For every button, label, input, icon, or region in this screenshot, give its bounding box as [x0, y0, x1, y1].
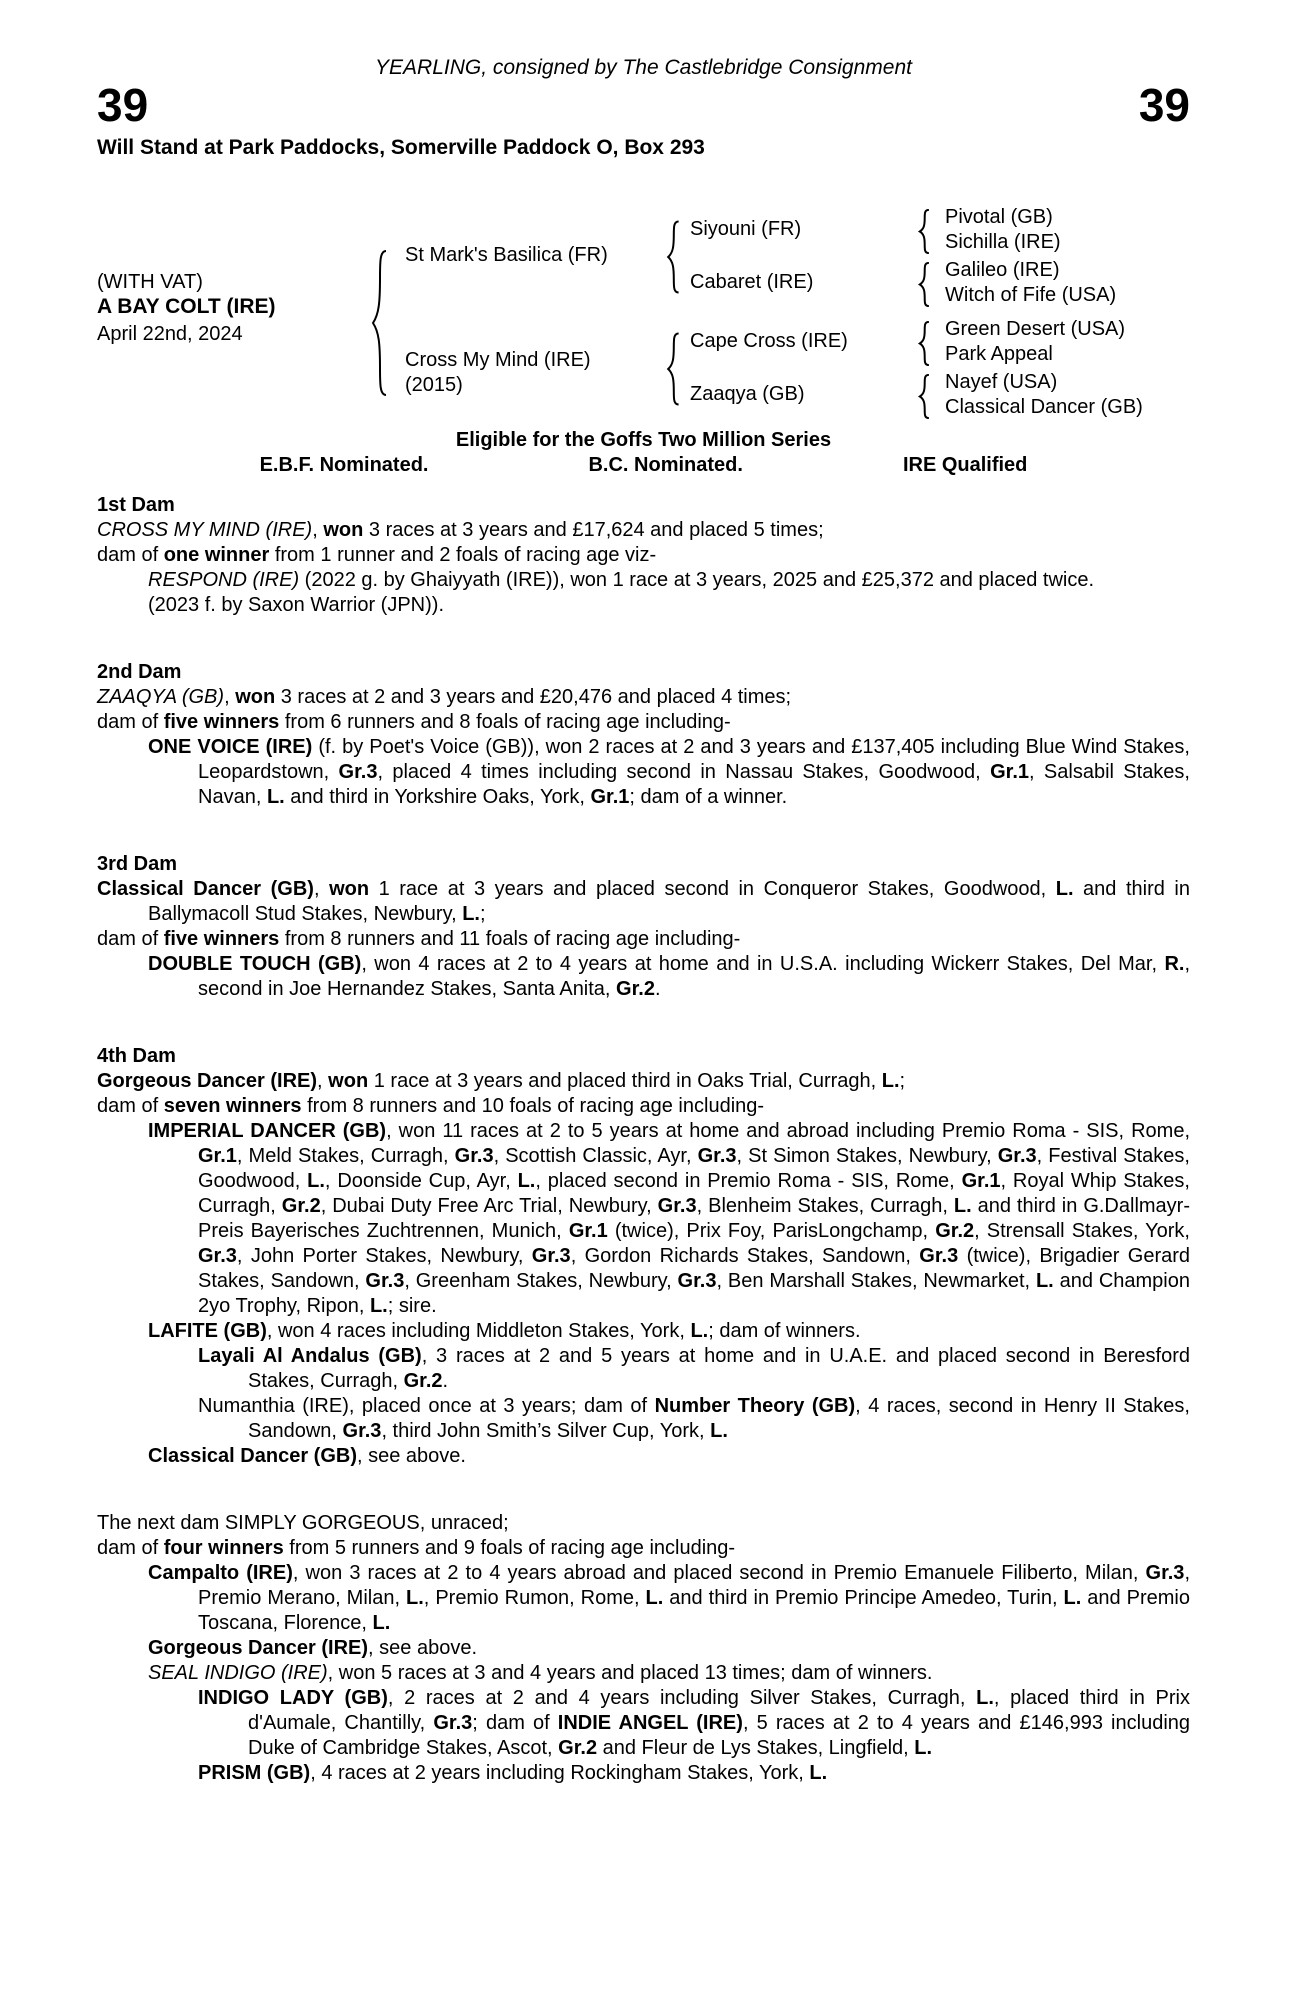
dam-section-heading: 4th Dam [97, 1045, 176, 1067]
dam-section [97, 852, 1190, 1002]
text-segment: Gr.3 [919, 1245, 959, 1267]
text-segment: , St Simon Stakes, Newbury, [736, 1145, 998, 1167]
text-segment: Gr.3 [1145, 1562, 1185, 1584]
text-segment: Gr.2 [935, 1220, 975, 1242]
catalogue-paragraph [97, 1394, 1190, 1444]
catalogue-paragraph [97, 593, 1190, 618]
pedigree-brace-sire [665, 220, 681, 294]
text-segment: , 4 races at 2 years including Rockingham Stakes, York, [310, 1762, 810, 1784]
pedigree-gg-pivotal: Pivotal (GB) [945, 206, 1053, 228]
pedigree-brace-gg2 [917, 262, 931, 307]
catalogue-paragraph [97, 710, 1190, 735]
text-segment: Gr.1 [961, 1170, 1001, 1192]
text-segment: Gr.2 [281, 1195, 321, 1217]
pedigree-gg-sichilla: Sichilla (IRE) [945, 231, 1061, 253]
text-segment: , Salsabil Stakes, Navan, [198, 761, 1190, 808]
text-segment: L. [1063, 1587, 1082, 1609]
eligibility-item: E.B.F. Nominated. [259, 454, 429, 476]
text-segment: Gr.1 [590, 786, 630, 808]
text-segment: 3 races at 2 and 3 years and £20,476 and placed 4 times; [275, 686, 792, 708]
pedigree-table [97, 170, 1190, 422]
text-segment: 1 race at 3 years and placed second in Conqueror Stakes, Goodwood, [369, 878, 1056, 900]
catalogue-paragraph [97, 1444, 1190, 1469]
text-segment: L. [881, 1070, 900, 1092]
text-segment: L. [690, 1320, 709, 1342]
dam-section-heading: 1st Dam [97, 494, 175, 516]
text-segment: (twice), Prix Foy, ParisLongchamp, [607, 1220, 936, 1242]
horse-name: A BAY COLT (IRE) [97, 295, 276, 318]
pedigree-brace-dam [665, 332, 681, 406]
text-segment: Gr.1 [990, 761, 1030, 783]
text-segment: won [328, 1070, 369, 1092]
consignment-line: YEARLING, consigned by The Castlebridge Consignment [375, 56, 912, 79]
text-segment: , 4 races, second in Henry II Stakes, Sandown, [248, 1395, 1190, 1442]
text-segment: four winners [163, 1537, 284, 1559]
text-segment: Gorgeous Dancer (IRE) [97, 1070, 318, 1092]
text-segment: INDIGO LADY (GB) [198, 1687, 388, 1709]
text-segment: from 8 runners and 10 foals of racing age including- [301, 1095, 765, 1117]
text-segment: INDIE ANGEL (IRE) [557, 1712, 743, 1734]
text-segment: , Premio Merano, Milan, [198, 1562, 1190, 1609]
stand-location-line: Will Stand at Park Paddocks, Somerville Paddock O, Box 293 [97, 136, 705, 159]
text-segment: IMPERIAL DANCER (GB) [148, 1120, 387, 1142]
text-segment: , won 5 races at 3 and 4 years and placed 13 times; dam of winners. [327, 1662, 933, 1684]
text-segment: Gr.1 [198, 1145, 237, 1167]
catalogue-paragraph [97, 1094, 1190, 1119]
text-segment: Gr.3 [365, 1270, 405, 1292]
foaling-date: April 22nd, 2024 [97, 323, 243, 345]
text-segment: , Dubai Duty Free Arc Trial, Newbury, [320, 1195, 658, 1217]
catalogue-paragraph [97, 1344, 1190, 1394]
text-segment: dam of [97, 1537, 164, 1559]
text-segment: won [329, 878, 370, 900]
catalogue-paragraph [97, 1686, 1190, 1761]
text-segment: , won 11 races at 2 to 5 years at home and abroad including Premio Roma - SIS, Rome, [386, 1120, 1190, 1142]
text-segment: , [313, 878, 330, 900]
dam-sections [97, 493, 1190, 1786]
text-segment: Gr.3 [342, 1420, 382, 1442]
catalogue-paragraph [97, 735, 1190, 810]
text-segment: , Scottish Classic, Ayr, [493, 1145, 698, 1167]
text-segment: ; dam of [472, 1712, 558, 1734]
text-segment: Gr.3 [433, 1712, 473, 1734]
pedigree-gg-green-desert: Green Desert (USA) [945, 318, 1126, 340]
pedigree-brace-gg3 [917, 321, 931, 366]
pedigree-brace-gg4 [917, 374, 931, 419]
pedigree-dam: Cross My Mind (IRE) [405, 349, 591, 371]
pedigree-dam-sire: Cape Cross (IRE) [690, 330, 848, 352]
text-segment: ; dam of winners. [708, 1320, 861, 1342]
catalogue-paragraph [97, 1561, 1190, 1636]
catalogue-paragraph [97, 877, 1190, 927]
text-segment: won [323, 519, 364, 541]
text-segment: and Fleur de Lys Stakes, Lingfield, [597, 1737, 915, 1759]
text-segment: (twice), Brigadier Gerard Stakes, Sandown, [198, 1245, 1191, 1292]
text-segment: ONE VOICE (IRE) [148, 736, 313, 758]
catalogue-paragraph [97, 927, 1190, 952]
text-segment: L. [369, 1295, 388, 1317]
pedigree-gg-nayef: Nayef (USA) [945, 371, 1058, 393]
text-segment: and Premio Toscana, Florence, [198, 1587, 1190, 1634]
text-segment: from 5 runners and 9 foals of racing age including- [283, 1537, 736, 1559]
text-segment: dam of [97, 711, 164, 733]
text-segment: , 2 races at 2 and 4 years including Silver Stakes, Curragh, [387, 1687, 977, 1709]
text-segment: , [317, 1070, 329, 1092]
text-segment: L. [1035, 1270, 1054, 1292]
catalogue-paragraph [97, 1536, 1190, 1561]
pedigree-gg-galileo: Galileo (IRE) [945, 259, 1060, 281]
pedigree-dam-year: (2015) [405, 374, 463, 396]
text-segment: from 6 runners and 8 foals of racing age including- [279, 711, 731, 733]
pedigree-sire: St Mark's Basilica (FR) [405, 244, 608, 266]
text-segment: L. [645, 1587, 664, 1609]
eligibility-item: B.C. Nominated. [588, 454, 743, 476]
text-segment: , Doonside Cup, Ayr, [324, 1170, 518, 1192]
text-segment: Gr.3 [531, 1245, 571, 1267]
text-segment: dam of [97, 544, 164, 566]
text-segment: 1 race at 3 years and placed third in Oaks Trial, Curragh, [368, 1070, 882, 1092]
text-segment: Gr.3 [198, 1245, 237, 1267]
eligibility-items [97, 453, 1190, 478]
catalogue-paragraph [97, 1069, 1190, 1094]
dam-section-heading: 3rd Dam [97, 853, 178, 875]
text-segment: , placed third in Prix d'Aumale, Chantilly, [248, 1687, 1191, 1734]
text-segment: , 3 races at 2 and 5 years at home and in U.A.E. and placed second in Beresford Stakes, Curragh, [248, 1345, 1191, 1392]
text-segment: Gorgeous Dancer (IRE) [148, 1637, 369, 1659]
text-segment: Gr.3 [338, 761, 378, 783]
text-segment: , Premio Rumon, Rome, [423, 1587, 646, 1609]
text-segment: , Royal Whip Stakes, Curragh, [198, 1170, 1190, 1217]
catalogue-paragraph [97, 685, 1190, 710]
text-segment: , [312, 519, 324, 541]
text-segment: L. [710, 1420, 728, 1442]
text-segment: and third in Ballymacoll Stud Stakes, Newbury, [148, 878, 1190, 925]
text-segment: (2022 g. by Ghaiyyath (IRE)), won 1 race at 3 years, 2025 and £25,372 and placed twice. [299, 569, 1095, 591]
text-segment: dam of [97, 928, 164, 950]
pedigree-gg-classical-dancer: Classical Dancer (GB) [945, 396, 1143, 418]
catalogue-paragraph [97, 1511, 1190, 1536]
text-segment: (f. by Poet's Voice (GB)), won 2 races at 2 and 3 years and £137,405 including Blue Wind Stakes, Leopardstown, [198, 736, 1190, 783]
text-segment: Number Theory (GB) [654, 1395, 856, 1417]
text-segment: Gr.3 [657, 1195, 697, 1217]
text-segment: 3 races at 3 years and £17,624 and placed 5 times; [363, 519, 824, 541]
text-segment: Gr.1 [568, 1220, 608, 1242]
text-segment: Gr.3 [697, 1145, 737, 1167]
text-segment: , Ben Marshall Stakes, Newmarket, [716, 1270, 1036, 1292]
text-segment: Numanthia (IRE), placed once at 3 years; dam of [198, 1395, 655, 1417]
text-segment: , Strensall Stakes, York, [974, 1220, 1190, 1242]
text-segment: five winners [163, 711, 280, 733]
text-segment: Layali Al Andalus (GB) [198, 1345, 422, 1367]
text-segment: , second in Joe Hernandez Stakes, Santa Anita, [198, 953, 1190, 1000]
text-segment: from 1 runner and 2 foals of racing age viz- [269, 544, 657, 566]
pedigree-dam-dam: Zaaqya (GB) [690, 383, 805, 405]
text-segment: , see above. [368, 1637, 478, 1659]
text-segment: dam of [97, 1095, 164, 1117]
text-segment: Gr.2 [558, 1737, 598, 1759]
text-segment: ; [479, 903, 486, 925]
text-segment: Gr.3 [454, 1145, 494, 1167]
text-segment: , Festival Stakes, Goodwood, [198, 1145, 1190, 1192]
text-segment: (2023 f. by Saxon Warrior (JPN)). [148, 594, 445, 616]
text-segment: , won 3 races at 2 to 4 years abroad and placed second in Premio Emanuele Filiberto, Milan, [292, 1562, 1146, 1584]
text-segment: CROSS MY MIND (IRE) [97, 519, 313, 541]
catalogue-paragraph [97, 1319, 1190, 1344]
text-segment: and Champion 2yo Trophy, Ripon, [198, 1270, 1190, 1317]
catalogue-paragraph [97, 1661, 1190, 1686]
text-segment: and third in Yorkshire Oaks, York, [284, 786, 591, 808]
text-segment: L. [517, 1170, 536, 1192]
text-segment: , won 4 races at 2 to 4 years at home and in U.S.A. including Wickerr Stakes, Del Mar, [361, 953, 1165, 975]
lot-number-left: 39 [97, 79, 149, 131]
text-segment: ; [899, 1070, 906, 1092]
text-segment: PRISM (GB) [198, 1762, 311, 1784]
text-segment: ; dam of a winner. [629, 786, 788, 808]
text-segment: from 8 runners and 11 foals of racing age including- [279, 928, 741, 950]
text-segment: , Gordon Richards Stakes, Sandown, [570, 1245, 920, 1267]
text-segment: SEAL INDIGO (IRE) [148, 1662, 328, 1684]
pedigree-brace-main [369, 248, 389, 398]
pedigree-brace-gg1 [917, 209, 931, 254]
pedigree-gg-witch-of-fife: Witch of Fife (USA) [945, 284, 1117, 306]
dam-section-heading: 2nd Dam [97, 661, 182, 683]
text-segment: ; sire. [387, 1295, 437, 1317]
text-segment: ZAAQYA (GB) [97, 686, 225, 708]
text-segment: and third in Premio Principe Amedeo, Turin, [663, 1587, 1064, 1609]
catalogue-paragraph [97, 1636, 1190, 1661]
text-segment: seven winners [163, 1095, 302, 1117]
text-segment: DOUBLE TOUCH (GB) [148, 953, 362, 975]
text-segment: one winner [163, 544, 270, 566]
catalogue-paragraph [97, 1119, 1190, 1319]
text-segment: , won 4 races including Middleton Stakes, York, [266, 1320, 691, 1342]
pedigree-sire-sire: Siyouni (FR) [690, 218, 802, 240]
lot-number-row [97, 79, 1190, 131]
text-segment: , third John Smith’s Silver Cup, York, [381, 1420, 711, 1442]
catalogue-paragraph [97, 952, 1190, 1002]
pedigree-gg-park-appeal: Park Appeal [945, 343, 1053, 365]
text-segment: won [235, 686, 276, 708]
text-segment: five winners [163, 928, 280, 950]
text-segment: , 5 races at 2 to 4 years and £146,993 including Duke of Cambridge Stakes, Ascot, [248, 1712, 1191, 1759]
dam-section [97, 660, 1190, 810]
text-segment: , Meld Stakes, Curragh, [236, 1145, 455, 1167]
text-segment: Gr.3 [677, 1270, 717, 1292]
pedigree-sire-dam: Cabaret (IRE) [690, 271, 814, 293]
dam-section [97, 493, 1190, 618]
text-segment: Classical Dancer (GB) [148, 1445, 357, 1467]
text-segment: The next dam SIMPLY GORGEOUS, unraced; [97, 1512, 509, 1534]
text-segment: , see above. [356, 1445, 466, 1467]
text-segment: , John Porter Stakes, Newbury, [236, 1245, 532, 1267]
text-segment: Gr.2 [403, 1370, 443, 1392]
catalogue-paragraph [97, 1761, 1190, 1786]
text-segment: RESPOND (IRE) [148, 569, 300, 591]
catalogue-paragraph [97, 518, 1190, 543]
text-segment: , Blenheim Stakes, Curragh, [696, 1195, 954, 1217]
text-segment: Gr.2 [616, 978, 655, 1000]
text-segment: L. [953, 1195, 972, 1217]
text-segment: , placed 4 times including second in Nassau Stakes, Goodwood, [377, 761, 991, 783]
text-segment: L. [406, 1587, 424, 1609]
eligibility-series-line: Eligible for the Goffs Two Million Series [455, 429, 832, 451]
text-segment: L. [976, 1687, 994, 1709]
text-segment: Classical Dancer (GB) [97, 878, 314, 900]
text-segment: , Greenham Stakes, Newbury, [404, 1270, 678, 1292]
text-segment: R. [1164, 953, 1185, 975]
text-segment: Campalto (IRE) [148, 1562, 293, 1584]
text-segment: L. [462, 903, 480, 925]
text-segment: LAFITE (GB) [148, 1320, 267, 1342]
text-segment: , [224, 686, 236, 708]
catalogue-paragraph [97, 568, 1190, 593]
dam-section [97, 1511, 1190, 1786]
text-segment: L. [809, 1762, 828, 1784]
text-segment: L. [914, 1737, 933, 1759]
text-segment: , placed second in Premio Roma - SIS, Rome, [535, 1170, 962, 1192]
text-segment: L. [372, 1612, 391, 1634]
vat-note: (WITH VAT) [97, 271, 203, 293]
text-segment: L. [1055, 878, 1074, 900]
text-segment: . [442, 1370, 449, 1392]
text-segment: and third in G.Dallmayr-Preis Bayerisches Zuchtrennen, Munich, [198, 1195, 1190, 1242]
text-segment: L. [307, 1170, 325, 1192]
text-segment: L. [266, 786, 285, 808]
text-segment: Gr.3 [997, 1145, 1037, 1167]
lot-number-right: 39 [1138, 79, 1190, 131]
dam-section [97, 1044, 1190, 1469]
catalogue-paragraph [97, 543, 1190, 568]
eligibility-item: IRE Qualified [902, 454, 1028, 476]
text-segment: . [654, 978, 661, 1000]
